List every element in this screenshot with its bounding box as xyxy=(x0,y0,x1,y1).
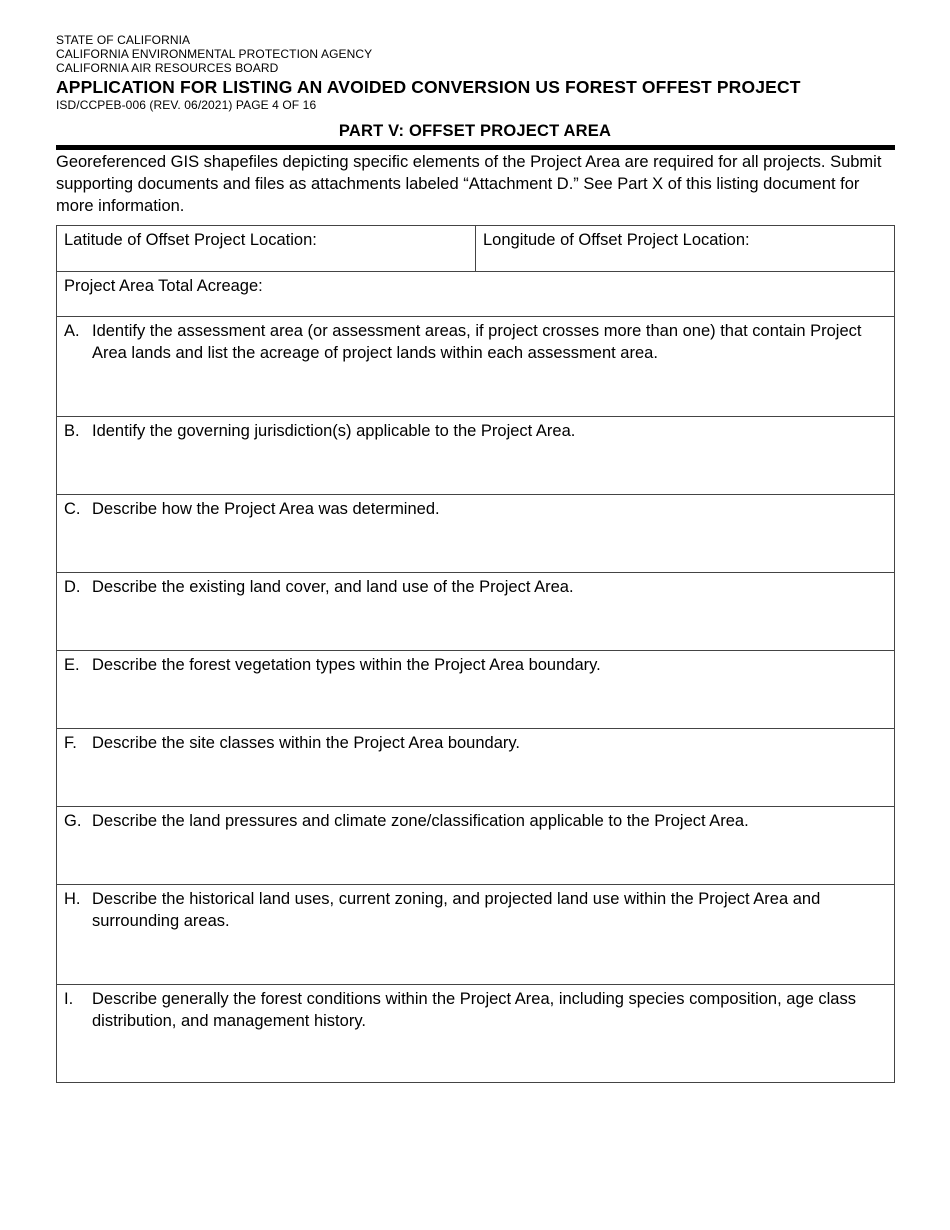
acreage-label: Project Area Total Acreage: xyxy=(64,277,263,295)
part-intro: Georeferenced GIS shapefiles depicting specific elements of the Project Area are required for all projects. Submit supporting documents and files as attachments labeled “Attachment D.” See Part X of this listing document for more information. xyxy=(56,153,882,215)
question-h-field[interactable] xyxy=(57,885,894,985)
question-g-text: Describe the land pressures and climate zone/classification applicable to the Project Area. xyxy=(92,812,749,830)
question-d-field[interactable] xyxy=(57,573,894,651)
question-b-text: Identify the governing jurisdiction(s) applicable to the Project Area. xyxy=(92,422,576,440)
question-c-text: Describe how the Project Area was determined. xyxy=(92,500,440,518)
question-h-text: Describe the historical land uses, current zoning, and projected land use within the Project Area and surrounding areas. xyxy=(92,890,821,930)
latitude-label: Latitude of Offset Project Location: xyxy=(64,231,317,249)
question-g-letter: G. xyxy=(64,812,82,830)
form-title: APPLICATION FOR LISTING AN AVOIDED CONVERSION US FOREST OFFEST PROJECT xyxy=(56,77,801,97)
question-c-letter: C. xyxy=(64,500,81,518)
question-b-field[interactable] xyxy=(57,417,894,495)
form-id: ISD/CCPEB-006 (REV. 06/2021) PAGE 4 OF 16 xyxy=(56,98,317,112)
header-agency: CALIFORNIA ENVIRONMENTAL PROTECTION AGENCY xyxy=(56,47,373,61)
project-area-form xyxy=(56,225,895,1083)
question-a-field[interactable] xyxy=(57,317,894,417)
question-e-letter: E. xyxy=(64,656,80,674)
header-board: CALIFORNIA AIR RESOURCES BOARD xyxy=(56,61,279,75)
question-h-letter: H. xyxy=(64,890,81,908)
question-a-text: Identify the assessment area (or assessment areas, if project crosses more than one) that contain Project Area lands and list the acreage of project lands within each assessment area. xyxy=(92,322,862,362)
part-title: PART V: OFFSET PROJECT AREA xyxy=(338,122,612,140)
question-e-text: Describe the forest vegetation types within the Project Area boundary. xyxy=(92,656,601,674)
acreage-field[interactable] xyxy=(57,272,894,317)
question-c-field[interactable] xyxy=(57,495,894,573)
question-f-letter: F. xyxy=(64,734,77,752)
question-i-letter: I. xyxy=(64,990,74,1008)
part-divider xyxy=(56,145,895,150)
question-i-text: Describe generally the forest conditions within the Project Area, including species composition, age class distribution, and management history. xyxy=(92,990,856,1030)
question-d-text: Describe the existing land cover, and land use of the Project Area. xyxy=(92,578,574,596)
question-g-field[interactable] xyxy=(57,807,894,885)
question-e-field[interactable] xyxy=(57,651,894,729)
location-row xyxy=(57,226,894,272)
cell-divider xyxy=(475,226,476,271)
header-state: STATE OF CALIFORNIA xyxy=(56,33,191,47)
latitude-field[interactable] xyxy=(64,229,317,251)
question-i-field[interactable] xyxy=(57,985,894,1082)
question-f-field[interactable] xyxy=(57,729,894,807)
longitude-field[interactable] xyxy=(483,229,750,251)
question-d-letter: D. xyxy=(64,578,81,596)
question-f-text: Describe the site classes within the Project Area boundary. xyxy=(92,734,520,752)
question-b-letter: B. xyxy=(64,422,80,440)
longitude-label: Longitude of Offset Project Location: xyxy=(483,231,750,249)
question-a-letter: A. xyxy=(64,322,80,340)
